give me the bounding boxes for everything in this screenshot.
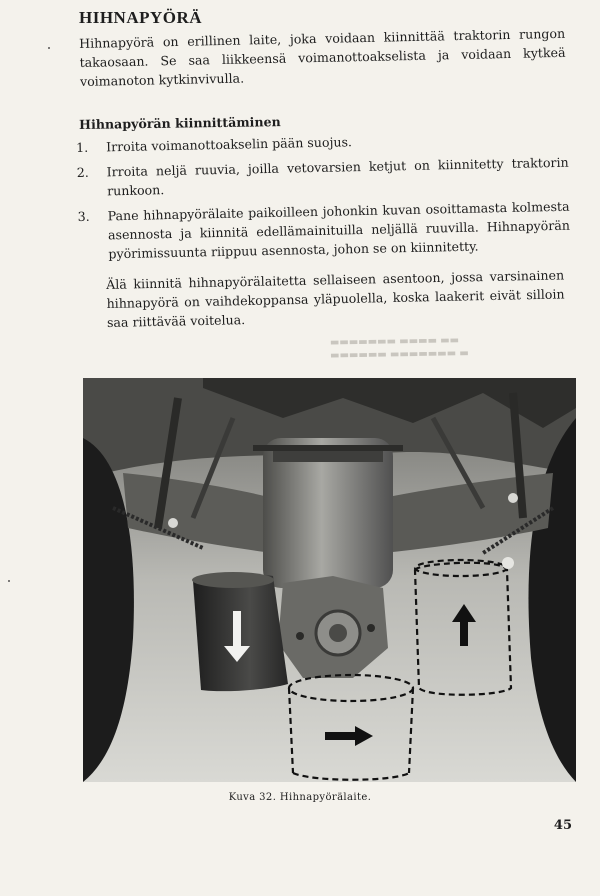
figure-caption: Kuva 32. Hihnapyörälaite. [228,792,372,803]
margin-speck [48,47,50,49]
step-text: Irroita voimanottoakselin pään suojus. [106,134,353,155]
step-text: Irroita neljä ruuvia, joilla vetovarsien ketjut on kiinnitetty traktorin runkoon. [106,154,569,199]
subsection-heading: Hihnapyörän kiinnittäminen [79,114,281,132]
show-through-text: ▬▬▬▬▬▬▬ ▬▬▬▬ ▬▬ ▬▬▬▬▬▬ ▬▬▬▬▬▬▬ ▬ [329,334,469,362]
pulley-photo [83,378,576,782]
step-item [76,128,568,157]
step-item [77,153,570,201]
step-text: Pane hihnapyörälaite paikoilleen johonkin kuvan osoittamasta kolmesta asennosta ja kiinnitä edellämainituilla neljällä ruuvilla. Hihnapyörän pyörimissuunta riippuu asennosta, johon se on kiinnitetty. [107,198,571,262]
step-number: 2. [76,164,89,180]
step-item [77,197,570,264]
margin-speck [8,580,10,582]
instruction-steps [76,128,571,270]
page-number: 45 [553,818,572,833]
intro-paragraph: Hihnapyörä on erillinen laite, joka voidaan kiinnittää traktorin rungon takaosaan. Se saa liikkeensä voimanottoakselista ja voidaan kytkeä voimanoton kytkinvivulla. [79,25,566,89]
step-number: 3. [77,208,90,224]
pulley-photo-illustration [83,378,576,782]
step-number: 1. [76,139,89,155]
section-heading: HIHNAPYÖRÄ [79,8,203,27]
warning-note: Älä kiinnitä hihnapyörälaitetta sellaiseen asentoon, jossa varsinainen hihnapyörä on vaihdekoppansa yläpuolella, koska laakerit eivät silloin saa riittävää voitelua. [106,267,565,330]
